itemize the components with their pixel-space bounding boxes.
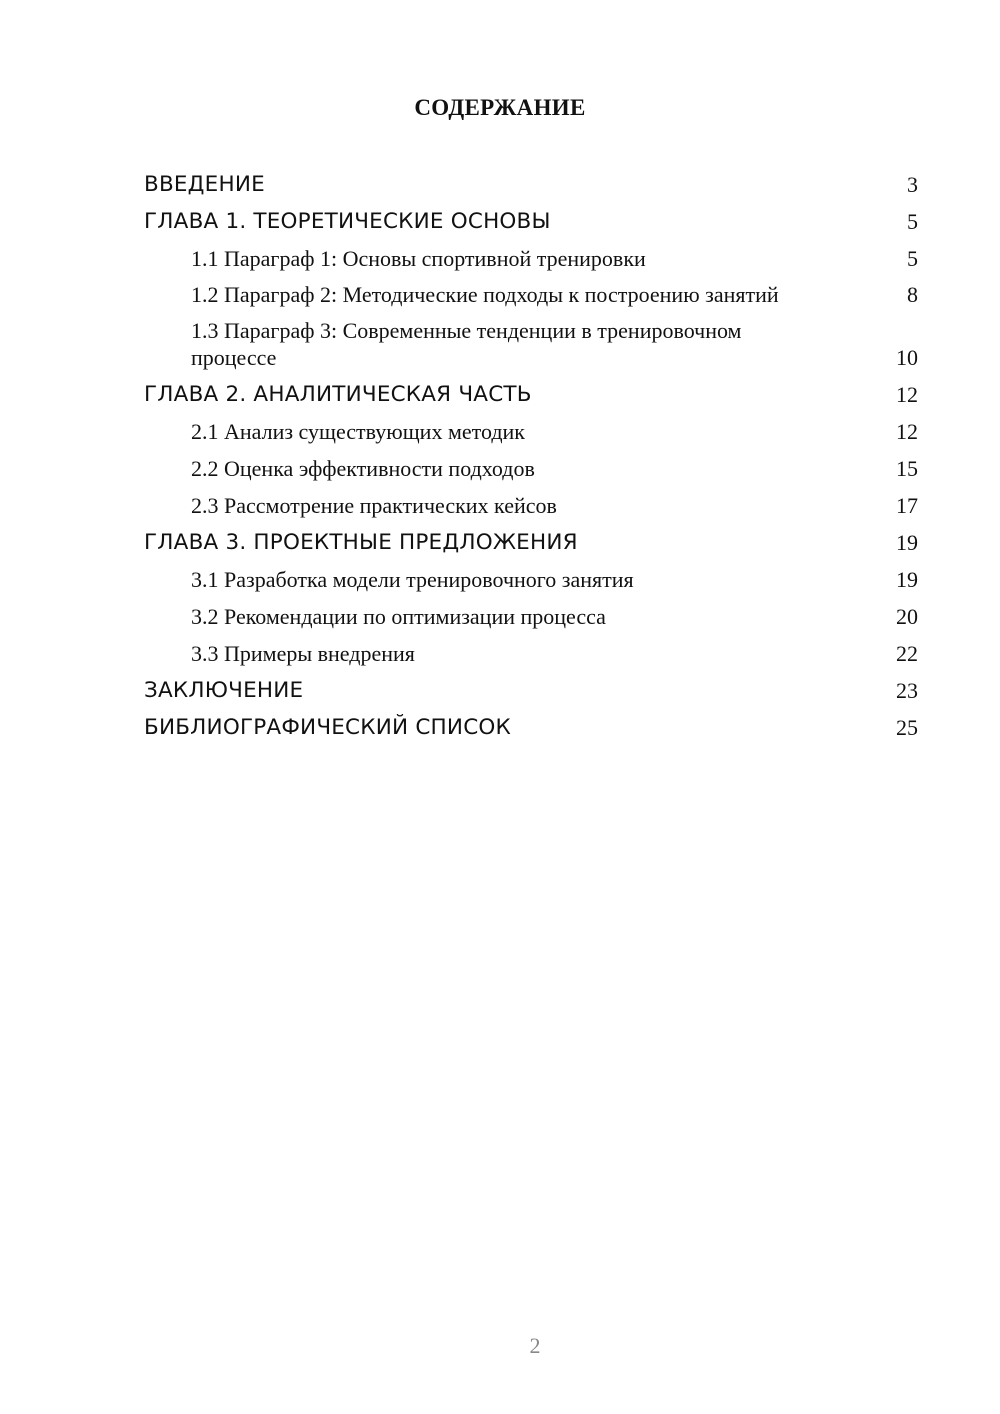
toc-entry-section-3-1[interactable] <box>144 561 918 598</box>
toc-entry-label: 3.1 Разработка модели тренировочного занятия <box>191 567 634 592</box>
toc-entry-label: 1.3 Параграф 3: Современные тенденции в тренировочном процессе <box>191 318 742 370</box>
toc-entry-label: ВВЕДЕНИЕ <box>144 172 265 197</box>
page-number: 2 <box>529 1333 541 1358</box>
toc-entry-page: 19 <box>896 567 918 592</box>
toc-entry-label: 3.2 Рекомендации по оптимизации процесса <box>191 604 606 629</box>
toc-entry-chapter-2[interactable] <box>144 376 918 413</box>
toc-entry-page: 12 <box>896 382 918 407</box>
toc-entry-page: 5 <box>907 209 918 234</box>
toc-entry-label: БИБЛИОГРАФИЧЕСКИЙ СПИСОК <box>144 715 511 740</box>
toc-entry-section-2-3[interactable] <box>144 487 918 524</box>
toc-entry-section-1-2[interactable] <box>144 277 918 313</box>
toc-entry-page: 15 <box>896 456 918 481</box>
toc-entry-introduction[interactable] <box>144 166 918 203</box>
toc-entry-page: 3 <box>907 172 918 197</box>
toc-entry-label: ГЛАВА 1. ТЕОРЕТИЧЕСКИЕ ОСНОВЫ <box>144 209 551 234</box>
toc-entry-chapter-3[interactable] <box>144 524 918 561</box>
toc-entry-page: 20 <box>896 604 918 629</box>
toc-entry-label: 3.3 Примеры внедрения <box>191 641 415 666</box>
toc-entry-label: 2.3 Рассмотрение практических кейсов <box>191 493 557 518</box>
toc-entry-page: 23 <box>896 678 918 703</box>
toc-entry-page: 8 <box>907 282 918 307</box>
toc-entry-conclusion[interactable] <box>144 672 918 709</box>
toc-entry-page: 25 <box>896 715 918 740</box>
toc-entry-page: 10 <box>896 345 918 370</box>
toc-entry-label: 1.1 Параграф 1: Основы спортивной тренировки <box>191 246 646 271</box>
toc-entry-section-1-3[interactable] <box>144 313 918 376</box>
toc-entry-section-2-2[interactable] <box>144 450 918 487</box>
toc-entry-label: 2.2 Оценка эффективности подходов <box>191 456 535 481</box>
toc-entry-page: 5 <box>907 246 918 271</box>
toc-title: СОДЕРЖАНИЕ <box>414 95 586 120</box>
toc-entry-page: 17 <box>896 493 918 518</box>
toc-entry-section-3-3[interactable] <box>144 635 918 672</box>
toc-entry-section-2-1[interactable] <box>144 413 918 450</box>
toc-entry-section-3-2[interactable] <box>144 598 918 635</box>
toc-entry-page: 12 <box>896 419 918 444</box>
toc-entry-section-1-1[interactable] <box>144 240 918 277</box>
toc-entry-label: ЗАКЛЮЧЕНИЕ <box>144 678 304 703</box>
toc-entry-chapter-1[interactable] <box>144 203 918 240</box>
toc-entry-label: ГЛАВА 2. АНАЛИТИЧЕСКАЯ ЧАСТЬ <box>144 382 532 407</box>
table-of-contents <box>144 166 918 746</box>
toc-entry-page: 19 <box>896 530 918 555</box>
toc-entry-label: 1.2 Параграф 2: Методические подходы к построению занятий <box>191 282 779 307</box>
toc-entry-label: 2.1 Анализ существующих методик <box>191 419 525 444</box>
toc-entry-bibliography[interactable] <box>144 709 918 746</box>
toc-entry-label: ГЛАВА 3. ПРОЕКТНЫЕ ПРЕДЛОЖЕНИЯ <box>144 530 578 555</box>
toc-entry-page: 22 <box>896 641 918 666</box>
